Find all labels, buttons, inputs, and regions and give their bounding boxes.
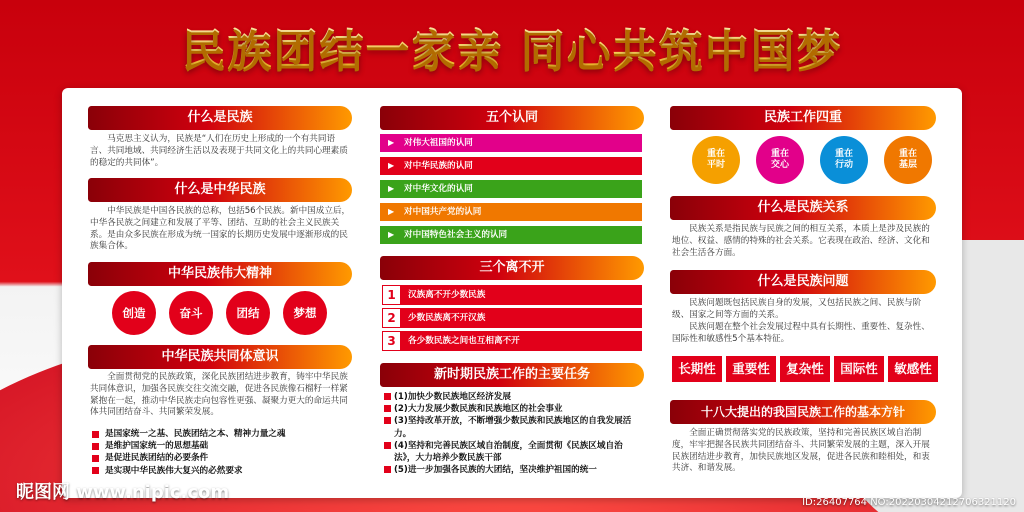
spirit-circle: 梦想: [283, 291, 327, 335]
focus-circles: [692, 136, 932, 184]
focus-circle: 重在 交心: [756, 136, 804, 184]
feature-box: 国际性: [834, 356, 884, 382]
watermark-right: ID:26407764 NO:20220304212706321120: [802, 497, 1016, 508]
inseparable-item: 1 汉族离不开少数民族: [382, 285, 642, 305]
spirit-circle: 创造: [112, 291, 156, 335]
bullet-square-icon: [384, 405, 391, 412]
list-item: (4)坚持和完善民族区域自治制度，全面贯彻《民族区域自治法》，大力培养少数民族干部: [384, 440, 642, 464]
section-title-ethnic-relations: 什么是民族关系: [670, 196, 936, 220]
item-number: 2: [382, 308, 401, 328]
list-item: (5)进一步加强各民族的大团结，坚决维护祖国的统一: [384, 464, 642, 476]
feature-box: 重要性: [726, 356, 776, 382]
spirit-circles: [112, 291, 327, 335]
inseparable-item: 2 少数民族离不开汉族: [382, 308, 642, 328]
section-title-five-identities: 五个认同: [380, 106, 644, 130]
identity-bar: ▶ 对伟大祖国的认同: [380, 134, 642, 152]
arrow-right-icon: ▶: [388, 207, 395, 216]
focus-circle: 重在 平时: [692, 136, 740, 184]
item-number: 3: [382, 331, 401, 351]
bullet-square-icon: [384, 466, 391, 473]
list-item: (2)大力发展少数民族和民族地区的社会事业: [384, 403, 642, 415]
inseparable-item: 3 各少数民族之间也互相离不开: [382, 331, 642, 351]
arrow-right-icon: ▶: [388, 138, 395, 147]
spirit-circle: 奋斗: [169, 291, 213, 335]
bullet-square-icon: [92, 431, 99, 438]
list-item: 是实现中华民族伟大复兴的必然要求: [92, 465, 354, 477]
list-item: 是促进民族团结的必要条件: [92, 452, 354, 464]
bullet-square-icon: [92, 443, 99, 450]
arrow-right-icon: ▶: [388, 161, 395, 170]
section-text-ethnic-issues-features: 民族问题在整个社会发展过程中具有长期性、重要性、复杂性、国际性和敏感性5个基本特征。: [672, 322, 930, 344]
section-title-four-focus: 民族工作四重: [670, 106, 936, 130]
list-item: 是国家统一之基、民族团结之本、精神力量之魂: [92, 428, 354, 440]
section-text-ethnic-issues: 民族问题既包括民族自身的发展，又包括民族之间、民族与阶级、国家之间等方面的关系。: [672, 298, 922, 320]
content-board: [62, 88, 962, 498]
section-title-chinese-nation: 什么是中华民族: [88, 178, 352, 202]
feature-box: 复杂性: [780, 356, 830, 382]
section-text-chinese-nation: 中华民族是中国各民族的总称，包括56个民族。新中国成立后，中华各民族之间建立和发展了平等、团结、互助的社会主义民族关系。是由众多民族在形成为统一国家的长期历史发展中逐渐形成的民族集合体。: [90, 206, 351, 252]
identity-bar: ▶ 对中华民族的认同: [380, 157, 642, 175]
section-title-basic-policy: 十八大提出的我国民族工作的基本方针: [670, 400, 936, 424]
feature-box: 敏感性: [888, 356, 938, 382]
community-list: [92, 428, 354, 477]
task-list: [384, 391, 642, 476]
identity-bar: ▶ 对中国共产党的认同: [380, 203, 642, 221]
section-text-community: 全面贯彻党的民族政策，深化民族团结进步教育，铸牢中华民族共同体意识，加强各民族交往交流交融，促进各民族像石榴籽一样紧紧抱在一起，推动中华民族走向包容性更强、凝聚力更大的命运共同体共同团结奋斗、共同繁荣发展。: [90, 372, 348, 418]
focus-circle: 重在 基层: [884, 136, 932, 184]
section-text-ethnic-relations: 民族关系是指民族与民族之间的相互关系，本质上是涉及民族的地位、权益、感情的特殊的社会关系。它表现在政治、经济、文化和社会生活各方面。: [672, 224, 930, 258]
feature-box: 长期性: [672, 356, 722, 382]
watermark-left: 昵图网 www.nipic.com: [16, 482, 230, 503]
bullet-square-icon: [384, 417, 391, 424]
section-title-great-spirit: 中华民族伟大精神: [88, 262, 352, 286]
section-text-basic-policy: 全面正确贯彻落实党的民族政策，坚持和完善民族区域自治制度，牢牢把握各民族共同团结奋斗、共同繁荣发展的主题，深入开展民族团结进步教育，加快民族地区发展，促进各民族和睦相处，和衷共济、和谐发展。: [672, 428, 930, 474]
section-title-main-tasks: 新时期民族工作的主要任务: [380, 363, 644, 387]
section-title-three-inseparable: 三个离不开: [380, 256, 644, 280]
arrow-right-icon: ▶: [388, 230, 395, 239]
section-title-community: 中华民族共同体意识: [88, 345, 352, 369]
list-item: (3)坚持改革开放，不断增强少数民族和民族地区的自我发展活力。: [384, 415, 642, 439]
identity-bar: ▶ 对中华文化的认同: [380, 180, 642, 198]
bullet-square-icon: [92, 455, 99, 462]
bullet-square-icon: [384, 442, 391, 449]
identity-bar: ▶ 对中国特色社会主义的认同: [380, 226, 642, 244]
bullet-square-icon: [92, 467, 99, 474]
page-title: 民族团结一家亲 同心共筑中国梦: [0, 14, 1024, 78]
item-number: 1: [382, 285, 401, 305]
feature-boxes: [672, 356, 938, 382]
bullet-square-icon: [384, 393, 391, 400]
section-title-ethnic-issues: 什么是民族问题: [670, 270, 936, 294]
list-item: 是维护国家统一的思想基础: [92, 440, 354, 452]
list-item: (1)加快少数民族地区经济发展: [384, 391, 642, 403]
section-title-what-is-ethnic: 什么是民族: [88, 106, 352, 130]
arrow-right-icon: ▶: [388, 184, 395, 193]
section-text-what-is-ethnic: 马克思主义认为，民族是“人们在历史上形成的一个有共同语言、共同地域、共同经济生活以及表现于共同文化上的共同心理素质的稳定的共同体”。: [90, 134, 348, 168]
focus-circle: 重在 行动: [820, 136, 868, 184]
spirit-circle: 团结: [226, 291, 270, 335]
